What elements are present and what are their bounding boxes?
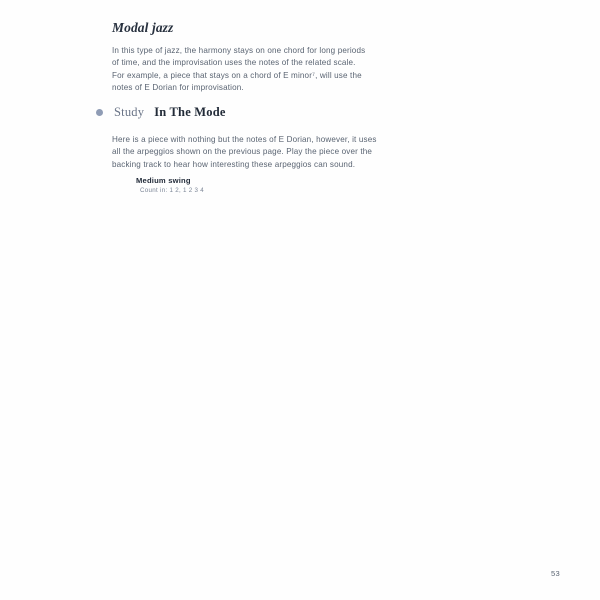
count-in-text: Count in: 1 2, 1 2 3 4 [140, 187, 205, 194]
page-title: Modal jazz [112, 20, 174, 35]
study-paragraph: Here is a piece with nothing but the notes of E Dorian, however, it uses all the arpeggios shown on the previous page. Play the piece over the backing track to hear how interesting these arpeggios can sound. [112, 135, 377, 169]
study-heading [96, 105, 504, 120]
bullet-dot-icon [96, 109, 103, 116]
modal-jazz-section [112, 20, 504, 94]
modal-jazz-paragraph: In this type of jazz, the harmony stays on one chord for long periods of time, and the improvisation uses the notes of the related scale. For example, a piece that stays on a chord of E minor⁷, will use the notes of E Dorian for improvisation. [112, 46, 366, 92]
page-number: 53 [550, 569, 560, 578]
study-title: In The Mode [154, 105, 226, 119]
tempo-marking: Medium swing [136, 176, 191, 185]
music-score [126, 176, 488, 194]
study-label: Study [114, 105, 145, 119]
